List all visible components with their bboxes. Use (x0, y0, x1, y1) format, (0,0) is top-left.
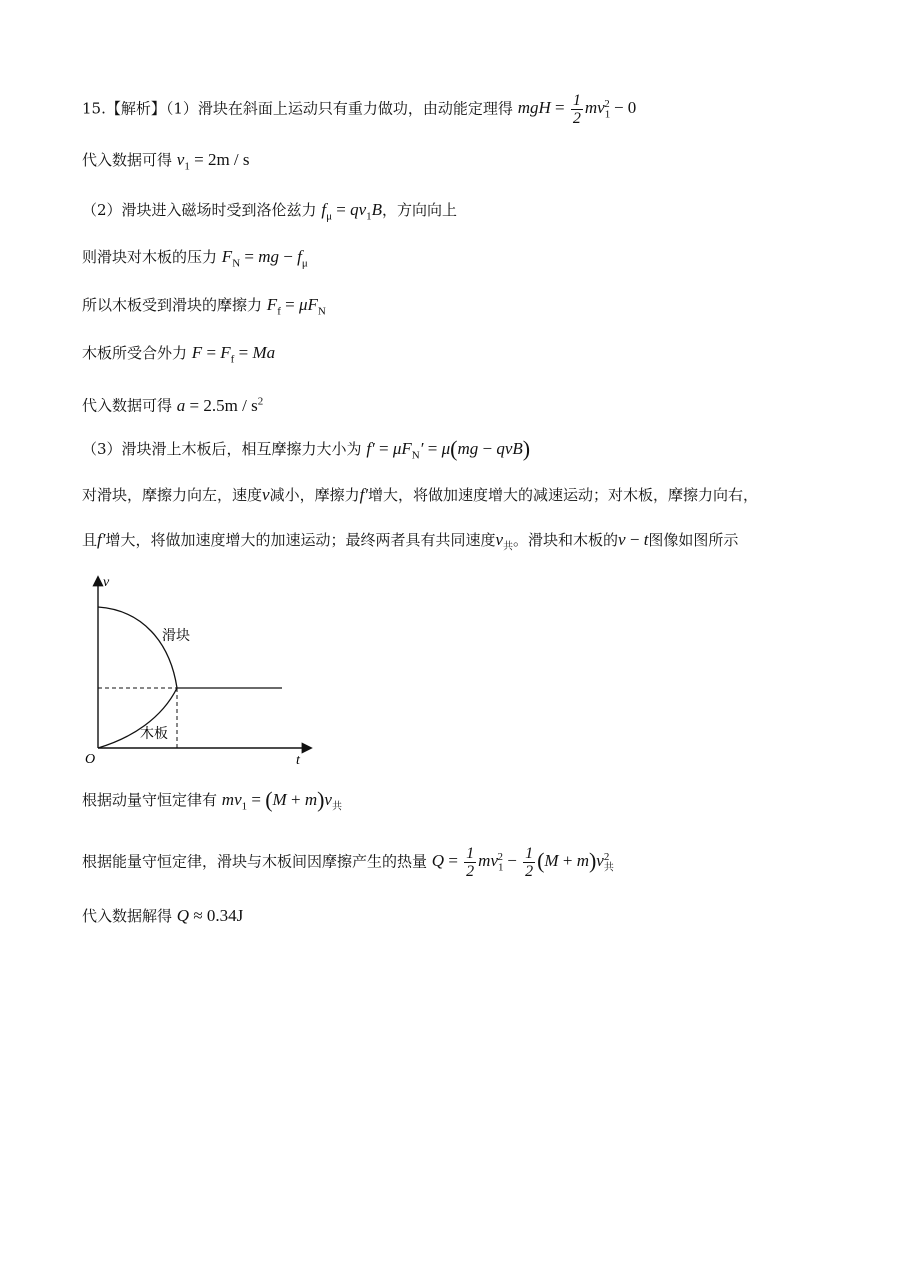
line-acceleration: 代入数据可得 $a = 2.5m / s^2$ (82, 395, 264, 415)
line-part1: 15.【解析】（1）滑块在斜面上运动只有重力做功，由动能定理得 mgH = $\frac{1}{2}$ $mv_1^2 - 0$ (82, 92, 637, 127)
line-slider-analysis: 对滑块，摩擦力向左，速度v减小，摩擦力f′增大，将做加速度增大的减速运动；对木板，摩擦力向右， (82, 485, 759, 504)
formula-lorentz: $f_\mu = qv_1B$ (321, 200, 382, 223)
line-part3: （3）滑块滑上木板后，相互摩擦力大小为 $f' = \mu F_N' = \mu(mg - qvB)$ (82, 436, 531, 462)
formula-energy: mgH = $\frac{1}{2}$ $mv_1^2 - 0$ (517, 92, 637, 127)
line-v1: 代入数据可得 $v_1 = 2m / s$ (82, 150, 250, 173)
formula-v1: $v_1 = 2m / s$ (176, 150, 250, 173)
analysis-tag: 【解析】 (105, 99, 166, 118)
line-result: 代入数据解得 Q ≈ 0.34J (82, 906, 244, 925)
vt-graph (82, 572, 322, 772)
question-number: 15. (82, 99, 106, 118)
line-friction: 所以木板受到滑块的摩擦力 $F_f = \mu F_N$ (82, 295, 326, 318)
slider-curve (98, 607, 177, 688)
line-energy: 根据能量守恒定律，滑块与木板间因摩擦产生的热量 Q = $\frac{1}{2}$ $mv_1^2$ − $\frac{1}{2}$ $(M + m)v_共^2$ (82, 845, 614, 880)
line-normal-force: 则滑块对木板的压力 $F_N$ = mg − $f_\mu$ (82, 247, 308, 270)
line-board-analysis: 且f′增大，将做加速度增大的加速运动；最终两者具有共同速度$v_共$。滑块和木板的v − t图像如图所示 (82, 530, 739, 553)
board-label: 木板 (140, 726, 168, 742)
origin-label: O (85, 752, 96, 767)
line-momentum: 根据动量守恒定律有 $mv_1 = (M + m)v_共$ (82, 787, 342, 813)
v-axis-label: v (103, 575, 110, 590)
t-axis-label: t (296, 753, 300, 768)
slider-label: 滑块 (162, 628, 190, 644)
line-net-force: 木板所受合外力 $F = F_f = Ma$ (82, 343, 276, 366)
line-part2: （2）滑块进入磁场时受到洛伦兹力 $f_\mu = qv_1B$，方向向上 (82, 200, 458, 223)
